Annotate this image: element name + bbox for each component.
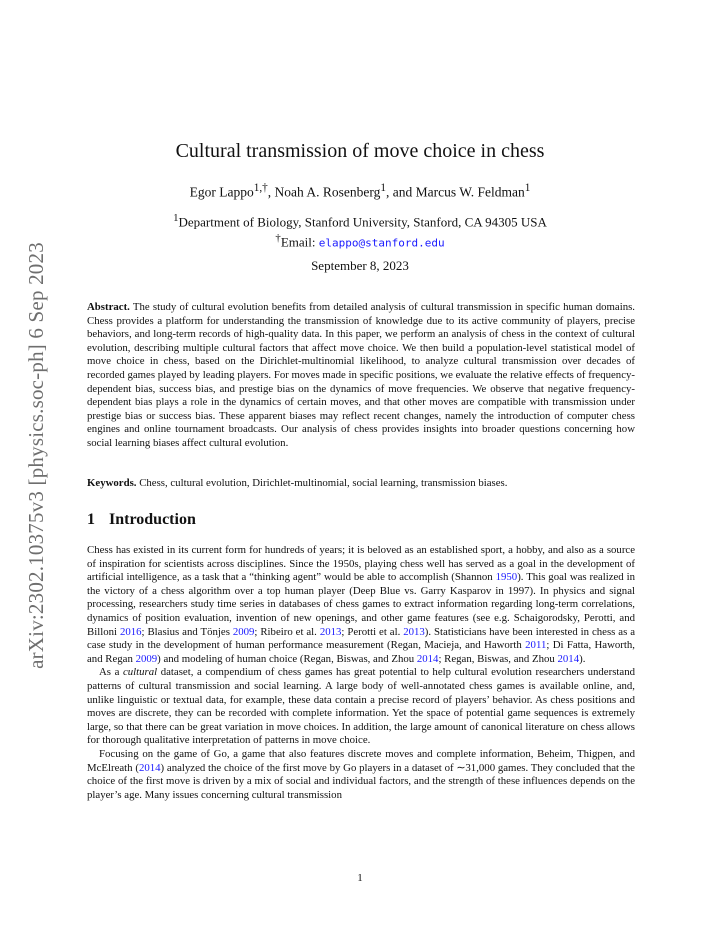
citation-link[interactable]: 2014	[557, 652, 580, 665]
abstract-label: Abstract.	[87, 301, 130, 313]
section-title: Introduction	[109, 511, 196, 528]
email-link[interactable]: elappo@stanford.edu	[318, 236, 445, 250]
paper-title: Cultural transmission of move choice in chess	[175, 140, 545, 162]
section-number: 1	[87, 511, 95, 528]
author-name: , and Marcus W. Feldman	[386, 184, 525, 200]
author-affil-marker: 1	[524, 182, 531, 194]
section-heading	[87, 511, 196, 529]
citation-link[interactable]: 2009	[232, 625, 255, 638]
citation-link[interactable]: 2011	[525, 639, 547, 652]
abstract	[87, 301, 635, 451]
email-line: †Email: elappo@stanford.edu	[275, 232, 445, 250]
citation-link[interactable]: 2014	[416, 652, 439, 665]
citation-link[interactable]: 2009	[135, 652, 158, 665]
author-name: , Noah A. Rosenberg	[267, 184, 381, 200]
author-name: Egor Lappo	[189, 184, 254, 200]
keywords	[87, 477, 635, 491]
citation-link[interactable]: 1950	[495, 571, 518, 584]
keywords-label: Keywords.	[87, 477, 137, 489]
keywords-text: Chess, cultural evolution, Dirichlet-multinomial, social learning, transmission biases.	[139, 477, 508, 489]
author-affil-marker: 1	[380, 182, 387, 194]
page-number: 1	[357, 872, 363, 884]
paragraph: Focusing on the game of Go, a game that also features discrete moves and complete information, Beheim, Thigpen, and McElreath (2014) analyzed the choice of the first move by Go players in a dataset of ∼31,000 games. They concluded that the choice of the first move is driven by a mix of social and individual factors, and the strength of these influences depends on the player’s age. Many issues concerning cultural transmission	[87, 747, 635, 801]
paragraph: As a cultural dataset, a compendium of chess games has great potential to help cultural evolution researchers understand patterns of cultural transmission and social learning. A large body of well-annotated chess games is available online, and, unlike linguistic or textual data, for example, these data contain a precise record of players’ behavior. As chess positions and moves are discrete, they can be recorded with complete information. Yet the space of potential game sequences is extremely large, so that there can be great variation in move choices. In addition, the large amount of canonical literature on chess allows for thorough qualitative interpretation of patterns in move choice.	[87, 666, 635, 747]
citation-link[interactable]: 2016	[119, 625, 142, 638]
citation-link[interactable]: 2014	[138, 761, 161, 774]
author-list	[0, 182, 720, 201]
arxiv-identifier: arXiv:2302.10375v3 [physics.soc-ph] 6 Sep 2023	[23, 241, 48, 669]
affiliation-block	[0, 210, 720, 252]
publication-date: September 8, 2023	[311, 258, 409, 273]
paragraph: Chess has existed in its current form for hundreds of years; it is beloved as an established sport, a hobby, and also as a source of inspiration for scientists across disciplines. Since the 1950s, playing chess well has served as a goal in the development of artificial intelligence, as a task that a “thinking agent” would be able to accomplish (Shannon 1950). This goal was realized in the victory of a chess algorithm over a top human player (Deep Blue vs. Garry Kasparov in 1997). In physics and signal processing, researchers study time series in databases of chess games to extract information regarding long-term correlations, dynamics of position evaluation, invention of new openings, and other game features (see e.g. Schaigorodsky, Perotti, and Billoni 2016; Blasius and Tönjes 2009; Ribeiro et al. 2013; Perotti et al. 2013). Statisticians have been interested in chess as a case study in the development of human performance measurement (Regan, Macieja, and Haworth 2011; Di Fatta, Haworth, and Regan 2009) and modeling of human choice (Regan, Biswas, and Zhou 2014; Regan, Biswas, and Zhou 2014).	[87, 544, 636, 665]
abstract-text: The study of cultural evolution benefits from detailed analysis of cultural transmission in specific human domains. Chess provides a platform for understanding the transmission of knowledge due to its active community of players, precise behaviors, and long-term records of high-quality data. In this paper, we perform an analysis of chess in the context of cultural evolution, describing multiple cultural factors that affect move choice. We then build a population-level statistical model of move choice in chess, based on the Dirichlet-multinomial likelihood, to analyze cultural transmission over decades of recorded games played by leading players. For moves made in specific positions, we evaluate the relative effects of frequency-dependent bias, success bias, and prestige bias on the dynamics of move frequencies. We observe that negative frequency-dependent bias plays a role in the dynamics of certain moves, and that other moves are compatible with transmission under prestige bias or success bias. These apparent biases may reflect recent changes, namely the introduction of computer chess engines and online tournament broadcasts. Our analysis of chess provides insights into broader questions concerning how social learning biases affect cultural evolution.	[87, 301, 635, 449]
arxiv-stamp	[20, 230, 52, 680]
citation-link[interactable]: 2013	[319, 625, 342, 638]
affiliation-line: $^1$Department of Biology, Stanford University, Stanford, CA 94305 USA	[173, 212, 547, 230]
body-text	[87, 544, 635, 802]
citation-link[interactable]: 2013	[403, 625, 425, 638]
author-affil-marker: 1,†	[253, 182, 268, 194]
